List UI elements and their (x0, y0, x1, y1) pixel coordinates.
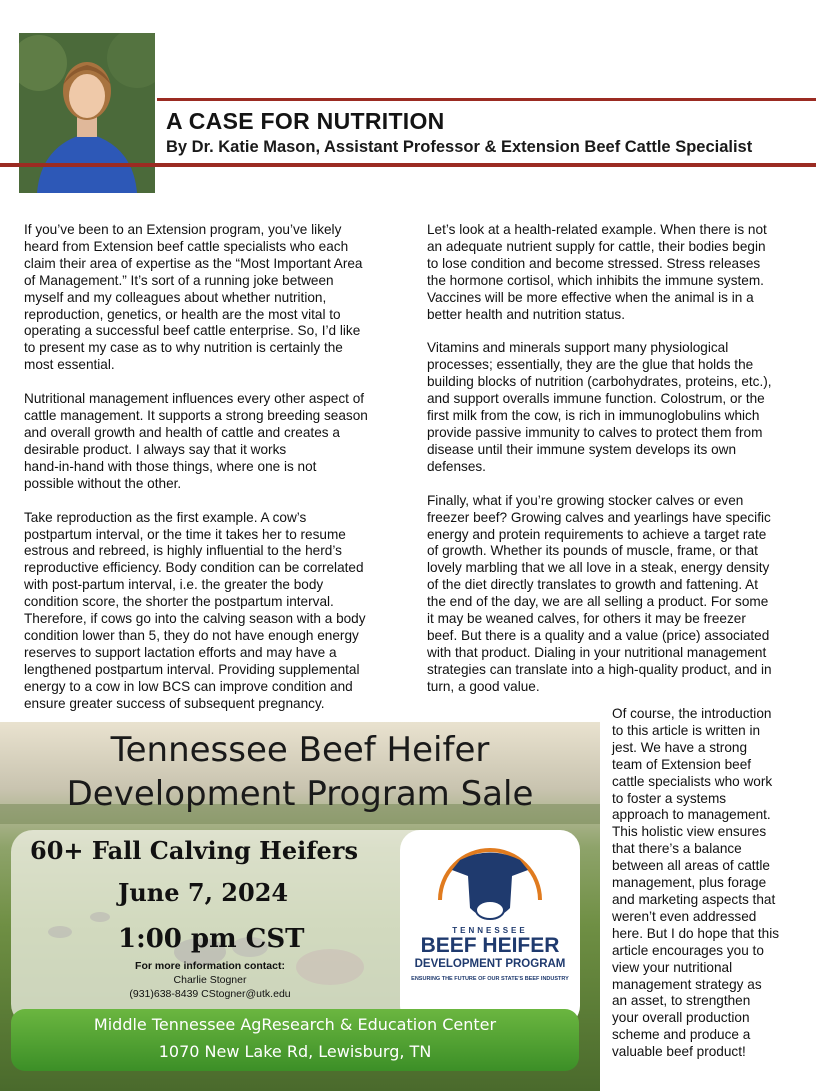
paragraph: Of course, the introduction to this article is written in jest. We have a strong team of Extension beef cattle specialists who work to foster a systems approach to management. This holistic view ensures that there’s a balance between all areas of cattle management, plus forage and marketing aspects that weren’t even addressed here. But I do hope that this article encourages you to view your nutritional management strategy as an asset, to strengthen your overall production scheme and produce a valuable beef product! (612, 706, 780, 1060)
venue-address: 1070 New Lake Rd, Lewisburg, TN (158, 1042, 432, 1061)
venue-name: Middle Tennessee AgResearch & Education Center (93, 1015, 497, 1034)
logo-tagline: ENSURING THE FUTURE OF OUR STATE'S BEEF INDUSTRY (411, 976, 569, 982)
logo-line2: DEVELOPMENT PROGRAM (414, 958, 566, 970)
paragraph: Vitamins and minerals support many physiological processes; essentially, they are the glue that holds the building blocks of nutrition (carbohydrates, proteins, etc.), and support overalls immune function. Colostrum, or the first milk from the cow, is rich in immunoglobulins which provide passive immunity to calves to protect them from disease until their immune system develops its own defenses. (427, 340, 772, 474)
contact-name: Charlie Stogner (173, 974, 247, 986)
article-column-3 (612, 706, 802, 1078)
contact-label: For more information contact: (135, 960, 285, 972)
article-column-2 (427, 222, 797, 713)
sale-title-line2: Development Program Sale (66, 774, 534, 814)
logo-line1: BEEF HEIFER (420, 934, 560, 957)
paragraph: Let’s look at a health-related example. When there is not an adequate nutrient supply for cattle, their bodies begin to lose condition and become stressed. Stress releases the hormone cortisol, which inhibits the immune system. Vaccines will be more effective when the animal is in a better health and nutrition status. (427, 222, 767, 322)
paragraph: Take reproduction as the first example. A cow’s postpartum interval, or the time it takes her to resume estrous and rebreed, is highly influential to the herd’s reproductive efficiency. Body condition can be correlated with post-partum interval, i.e. the greater the body condition score, the shorter the postpartum interval. Therefore, if cows go into the calving season with a body condition lower than 5, they do not have enough energy reserves to support lactation efforts and may have a lengthened postpartum interval. Providing supplemental energy to a cow in low BCS can improve condition and ensure greater success of subsequent pregnancy. (24, 509, 366, 711)
author-portrait-image (19, 33, 155, 193)
article-byline: By Dr. Katie Mason, Assistant Professor & Extension Beef Cattle Specialist (166, 138, 753, 156)
beef-heifer-program-logo (400, 830, 580, 1026)
header-rule-bottom-thin (0, 166, 816, 167)
sale-title-line1: Tennessee Beef Heifer (110, 730, 490, 770)
paragraph: If you’ve been to an Extension program, you’ve likely heard from Extension beef cattle specialists who each claim their area of expertise as the “Most Important Area of Management.” It’s sort of a running joke between myself and my colleagues about whether nutrition, reproduction, genetics, or health are the most vital to operating a successful beef cattle enterprise. So, I’d like to present my case as to why nutrition is certainly the most essential. (24, 222, 363, 373)
sale-advertisement (0, 722, 600, 1091)
header-rule-top (157, 98, 816, 101)
logo-state: TENNESSEE (452, 926, 528, 935)
venue-banner (11, 1009, 579, 1071)
sale-date: June 7, 2024 (118, 878, 289, 907)
article-column-1 (24, 222, 396, 729)
cow-head-icon (400, 830, 580, 1020)
sale-time: 1:00 pm CST (118, 924, 305, 954)
article-title: A CASE FOR NUTRITION (166, 108, 445, 134)
contact-phone-email: (931)638-8439 CStogner@utk.edu (129, 988, 291, 1000)
paragraph: Nutritional management influences every other aspect of cattle management. It supports a strong breeding season and overall growth and health of cattle and creates a desirable product. I always say that it works hand-in-hand with those things, where one is not possible without the other. (24, 391, 368, 491)
author-photo (19, 33, 155, 193)
paragraph: Finally, what if you’re growing stocker calves or even freezer beef? Growing calves and yearlings have specific energy and protein requirements to achieve a target rate of growth. Whether its pounds of muscle, frame, or that lovely marbling that we all love in a steak, energy density of the diet directly translates to growth and fattening. At the end of the day, we are all selling a product. For some it may be weaned calves, for others it may be freezer beef. But there is a quality and a value (price) associated with that product. Dialing in your nutritional management strategies can translate into a high-quality product, and in turn, a good value. (427, 492, 772, 694)
sale-heifer-count: 60+ Fall Calving Heifers (30, 836, 358, 865)
